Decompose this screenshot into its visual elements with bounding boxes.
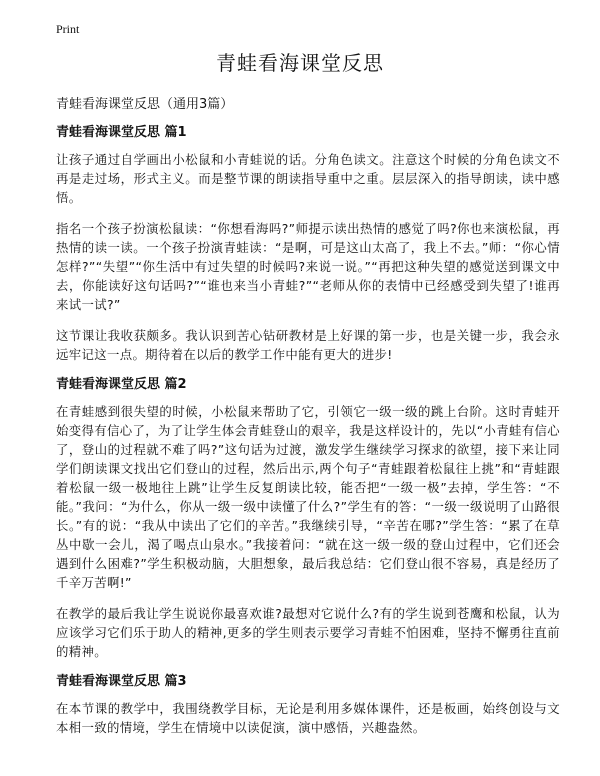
paragraph: 在青蛙感到很失望的时候，小松鼠来帮助了它，引领它一级一级的跳上台阶。这时青蛙开始变得有信心了，为了让学生体会青蛙登山的艰辛，我是这样设计的，先以“小青蛙有信心了，登山的过程就不难了吗?”这句话为过渡，激发学生继续学习探求的欲望，接下来让同学们朗读课文找出它们登山的过程，然后出示,两个句子“青蛙跟着松鼠往上挑”和“青蛙跟着松鼠一级一极地往上跳”让学生反复朗读比较，能否把“一级一极”去掉，学生答：“不能。”我问：“为什么，你从一级一级中读懂了什么?”学生有的答：“一级一级说明了山路很长。”有的说：“我从中读出了它们的辛苦。”我继续引导，“辛苦在哪?”学生答：“累了在草丛中歇一会儿，渴了喝点山泉水。”我接着问：“就在这一级一级的登山过程中，它们还会遇到什么困难?”学生积极动脑，大胆想象，最后我总结：它们登山很不容易，真是经历了千辛万苦啊!” (56, 404, 560, 590)
section-heading: 青蛙看海课堂反思 篇2 (56, 377, 187, 392)
paragraph: 让孩子通过自学画出小松鼠和小青蛙说的话。分角色读文。注意这个时候的分角色读文不再是走过场，形式主义。而是整节课的朗读指导重中之重。层层深入的指导朗读，读中感悟。 (56, 152, 560, 205)
print-link[interactable]: Print (56, 22, 80, 36)
section-heading: 青蛙看海课堂反思 篇3 (56, 674, 187, 689)
page-title: 青蛙看海课堂反思 (216, 51, 384, 75)
section-heading: 青蛙看海课堂反思 篇1 (56, 125, 187, 140)
document-subtitle: 青蛙看海课堂反思（通用3篇） (56, 97, 234, 112)
paragraph: 指名一个孩子扮演松鼠读：“你想看海吗?”师提示读出热情的感觉了吗?你也来演松鼠，再热情的读一读。一个孩子扮演青蛙读：“是啊，可是这山太高了，我上不去。”师：“你心情怎样?”“失望”“你生活中有过失望的时候吗?来说一说。”“再把这种失望的感觉送到课文中去，你能读好这句话吗?”“谁也来当小青蛙?”“老师从你的表情中已经感受到失望了!谁再来试一试?” (56, 221, 560, 312)
paragraph: 这节课让我收获颇多。我认识到苦心钻研教材是上好课的第一步，也是关键一步，我会永远牢记这一点。期待着在以后的教学工作中能有更大的进步! (56, 328, 560, 362)
paragraph: 在本节课的教学中，我围绕教学目标，无论是利用多媒体课件，还是板画，始终创设与文本相一致的情境，学生在情境中以读促演，演中感悟，兴趣盎然。 (56, 701, 560, 735)
section-1 (56, 124, 560, 364)
section-3 (56, 673, 560, 737)
paragraph: 在教学的最后我让学生说说你最喜欢谁?最想对它说什么?有的学生说到苍鹰和松鼠，认为应该学习它们乐于助人的精神,更多的学生则表示要学习青蛙不怕困难，坚持不懈勇往直前的精神。 (56, 606, 560, 659)
section-2 (56, 376, 560, 661)
document-body (56, 96, 560, 749)
